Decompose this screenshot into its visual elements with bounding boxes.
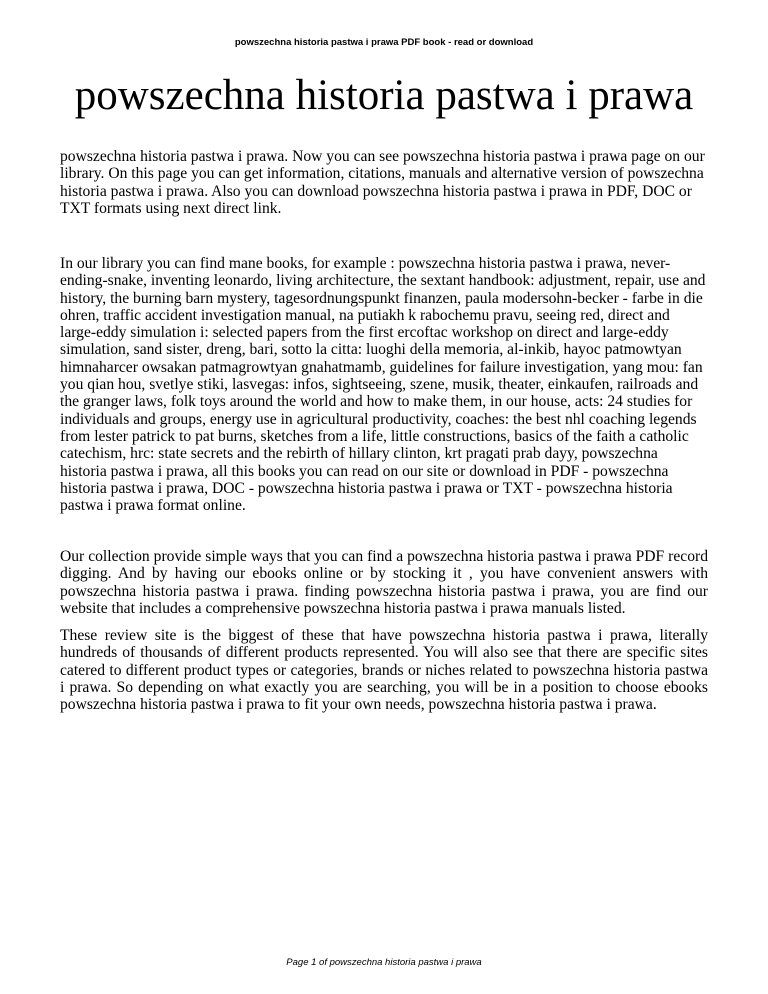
running-header: powszechna historia pastwa i prawa PDF book - read or download [234,37,534,48]
review-site-paragraph: These review site is the biggest of these that have powszechna historia pastwa i prawa, literally hundreds of thousands of different products represented. You will also see that there are specific sites catered to different product types or categories, brands or niches related to powszechna historia pastwa i prawa. So depending on what exactly you are searching, you will be in a position to choose ebooks powszechna historia pastwa i prawa to fit your own needs, powszechna historia pastwa i prawa. [60,627,708,714]
document-title: powszechna historia pastwa i prawa [74,72,694,119]
intro-paragraph: powszechna historia pastwa i prawa. Now you can see powszechna historia pastwa i prawa page on our library. On this page you can get information, citations, manuals and alternative version of powszechna historia pastwa i prawa. Also you can download powszechna historia pastwa i prawa in PDF, DOC or TXT formats using next direct link. [60,148,705,217]
library-books-paragraph: In our library you can find mane books, for example : powszechna historia pastwa i prawa, never-ending-snake, inventing leonardo, living architecture, the sextant handbook: adjustment, repair, use and history, the burning barn mystery, tagesordnungspunkt finanzen, paula modersohn-becker - farbe in die ohren, traffic accident investigation manual, na putiakh k rabochemu pravu, seeing red, direct and large-eddy simulation i: selected papers from the first ercoftac workshop on direct and large-eddy simulation, sand sister, dreng, bari, sotto la citta: luoghi della memoria, al-inkib, hayoc patmowtyan himnaharcer owsakan patmagrowtyan gnahatmamb, guidelines for failure investigation, yang mou: fan you qian hou, svetlye stiki, lasvegas: infos, sightseeing, szene, musik, theater, einkaufen, railroads and the granger laws, folk toys around the world and how to make them, in our house, acts: 24 studies for individuals and groups, energy use in agricultural productivity, coaches: the best nhl coaching legends from lester patrick to pat burns, sketches from a life, little constructions, basics of the faith a catholic catechism, hrc: state secrets and the rebirth of hillary clinton, krt pragati prab dayy, powszechna historia pastwa i prawa, all this books you can read on our site or download in PDF - powszechna historia pastwa i prawa, DOC - powszechna historia pastwa i prawa or TXT - powszechna historia pastwa i prawa format online. [60,255,706,515]
page-footer: Page 1 of powszechna historia pastwa i prawa [286,957,482,968]
collection-paragraph: Our collection provide simple ways that you can find a powszechna historia pastwa i prawa PDF record digging. And by having our ebooks online or by stocking it , you have convenient answers with powszechna historia pastwa i prawa. finding powszechna historia pastwa i prawa, you are find our website that includes a comprehensive powszechna historia pastwa i prawa manuals listed. [60,548,708,617]
